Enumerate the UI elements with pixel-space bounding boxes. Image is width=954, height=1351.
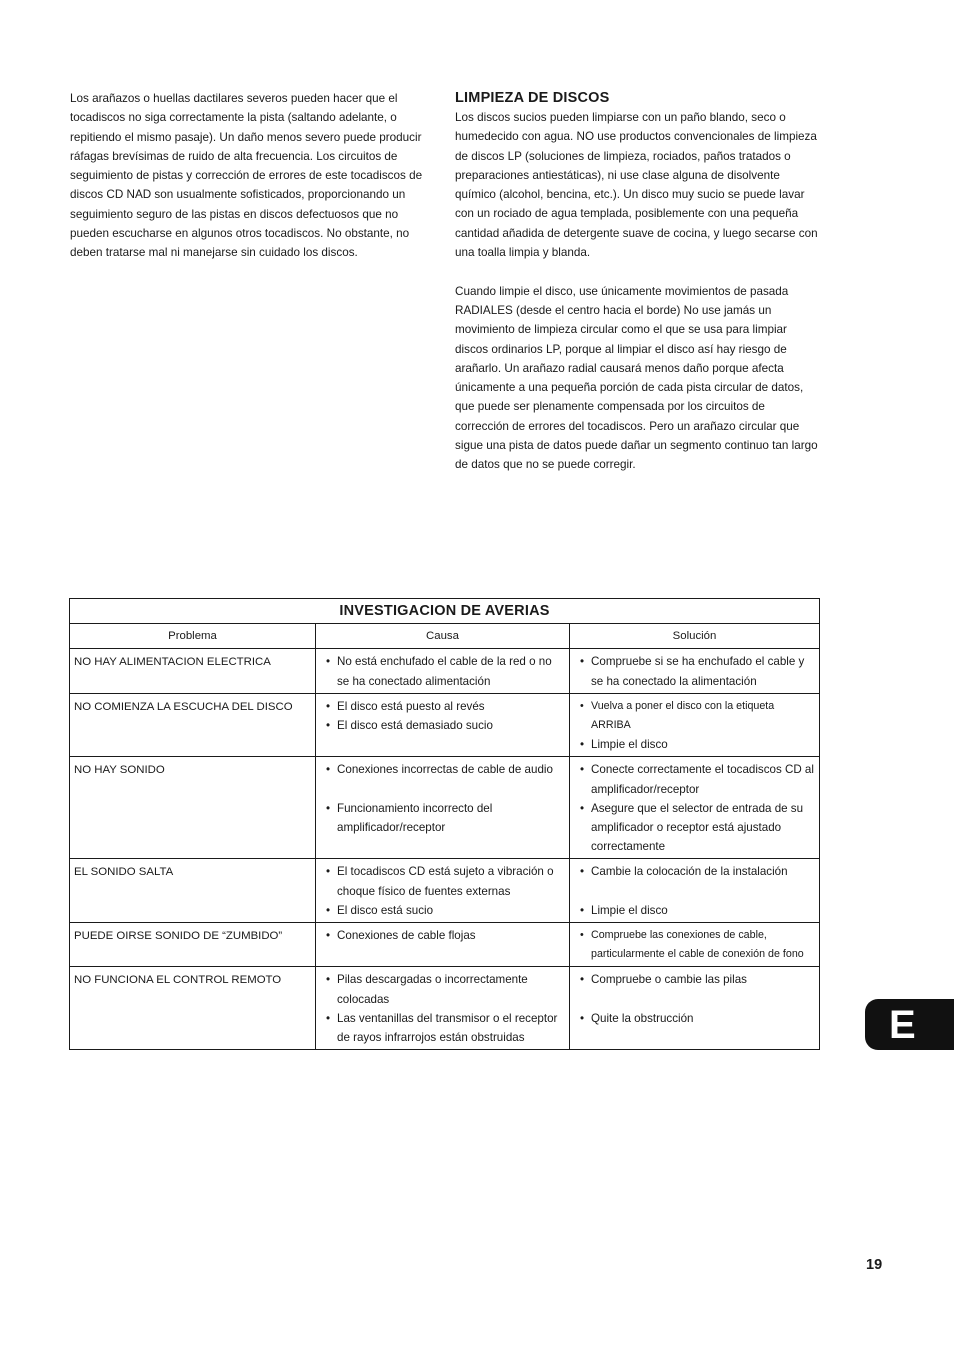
cause-cell (316, 923, 570, 967)
problem-cell: EL SONIDO SALTA (70, 859, 316, 923)
cause-item: • El disco está sucio (320, 901, 565, 920)
cause-item: • Conexiones incorrectas de cable de audio (320, 760, 565, 779)
solution-item: • Compruebe o cambie las pilas (574, 970, 815, 989)
solution-item: • Limpie el disco (574, 735, 815, 754)
cause-cell (316, 649, 570, 693)
cause-cell (316, 859, 570, 923)
problem-cell: NO FUNCIONA EL CONTROL REMOTO (70, 967, 316, 1050)
cleaning-paragraph-2: Cuando limpie el disco, use únicamente movimientos de pasada RADIALES (desde el centro hacia el borde) No use jamás un movimiento de limpieza circular como el que se usa para limpiar discos ordinarios LP, porque al limpiar el disco así hay riesgo de arañarlo. Un arañazo radial causará menos daño porque afecta únicamente a una pequeña porción de cada pista circular de datos, que puede ser plenamente compensada por los circuitos de corrección de errores del tocadiscos. Pero un arañazo circular que sigue una pista de datos puede dañar un segmento continuo tan largo de datos que no se puede corregir. (455, 284, 818, 472)
right-column (455, 89, 821, 475)
left-column (70, 89, 430, 263)
table-row (70, 967, 820, 1050)
cause-item: • El tocadiscos CD está sujeto a vibración o choque físico de fuentes externas (320, 862, 565, 900)
cause-cell (316, 967, 570, 1050)
solution-item: • Compruebe si se ha enchufado el cable y se ha conectado la alimentación (574, 652, 815, 690)
solution-cell (570, 859, 820, 923)
language-section-tab (865, 999, 954, 1050)
table-row (70, 757, 820, 859)
solution-cell (570, 923, 820, 967)
cleaning-paragraph-1: Los discos sucios pueden limpiarse con un paño blando, seco o humedecido con agua. NO use productos convencionales de limpieza de discos LP (soluciones de limpieza, rociados, paños tratados o preparaciones antiestáticas), ni use clase alguna de disolvente químico (alcohol, bencina, etc.). Un disco muy sucio se puede lavar con un rociado de agua templada, posiblemente con una pequeña cantidad añadida de detergente suave de cocina, y luego secarse con una toalla limpia y blanda. (455, 111, 818, 260)
problem-cell: PUEDE OIRSE SONIDO DE “ZUMBIDO” (70, 923, 316, 967)
table-row (70, 859, 820, 923)
table-row (70, 693, 820, 757)
section-heading: LIMPIEZA DE DISCOS (455, 90, 610, 106)
solution-item: • Quite la obstrucción (574, 1009, 815, 1028)
solution-cell (570, 757, 820, 859)
solution-cell (570, 967, 820, 1050)
solution-cell (570, 649, 820, 693)
cause-cell (316, 757, 570, 859)
table-row (70, 649, 820, 693)
cause-item: • Las ventanillas del transmisor o el receptor de rayos infrarrojos están obstruidas (320, 1009, 565, 1047)
cause-item: • Conexiones de cable flojas (320, 926, 565, 945)
cause-cell (316, 693, 570, 757)
troubleshooting-table (69, 598, 820, 1050)
cause-item: • Funcionamiento incorrecto del amplificador/receptor (320, 799, 565, 837)
left-paragraph: Los arañazos o huellas dactilares severos pueden hacer que el tocadiscos no siga correctamente la pista (saltando adelante, o repitiendo el mismo pasaje). Un daño menos severo puede producir ráfagas brevísimas de ruido de alta frecuencia. Los circuitos de seguimiento de pistas y corrección de errores de este tocadiscos de discos CD NAD son usualmente sofisticados, proporcionando un seguimiento seguro de las pistas en discos defectuosos que no pueden escucharse en algunos otros tocadiscos. No obstante, no deben tratarse mal ni manejarse sin cuidado los discos. (70, 92, 423, 260)
table-row (70, 923, 820, 967)
solution-item: • Vuelva a poner el disco con la etiqueta ARRIBA (574, 697, 815, 735)
problem-cell: NO HAY ALIMENTACION ELECTRICA (70, 649, 316, 693)
solution-item: • Asegure que el selector de entrada de su amplificador o receptor está ajustado correctamente (574, 799, 815, 857)
solution-item: • Conecte correctamente el tocadiscos CD al amplificador/receptor (574, 760, 815, 798)
table-title: INVESTIGACION DE AVERIAS (70, 599, 820, 624)
solution-item: • Limpie el disco (574, 901, 815, 920)
column-header-cause: Causa (316, 624, 570, 649)
solution-item: • Compruebe las conexiones de cable, particularmente el cable de conexión de fono (574, 926, 815, 964)
cause-item: • El disco está puesto al revés (320, 697, 565, 716)
solution-item: • Cambie la colocación de la instalación (574, 862, 815, 881)
solution-cell (570, 693, 820, 757)
column-header-solution: Solución (570, 624, 820, 649)
cause-item: • No está enchufado el cable de la red o no se ha conectado alimentación (320, 652, 565, 690)
problem-cell: NO HAY SONIDO (70, 757, 316, 859)
section-tab-letter: E (889, 1003, 916, 1047)
page-number: 19 (866, 1257, 883, 1273)
cause-item: • Pilas descargadas o incorrectamente colocadas (320, 970, 565, 1008)
column-header-problem: Problema (70, 624, 316, 649)
problem-cell: NO COMIENZA LA ESCUCHA DEL DISCO (70, 693, 316, 757)
cause-item: • El disco está demasiado sucio (320, 716, 565, 735)
